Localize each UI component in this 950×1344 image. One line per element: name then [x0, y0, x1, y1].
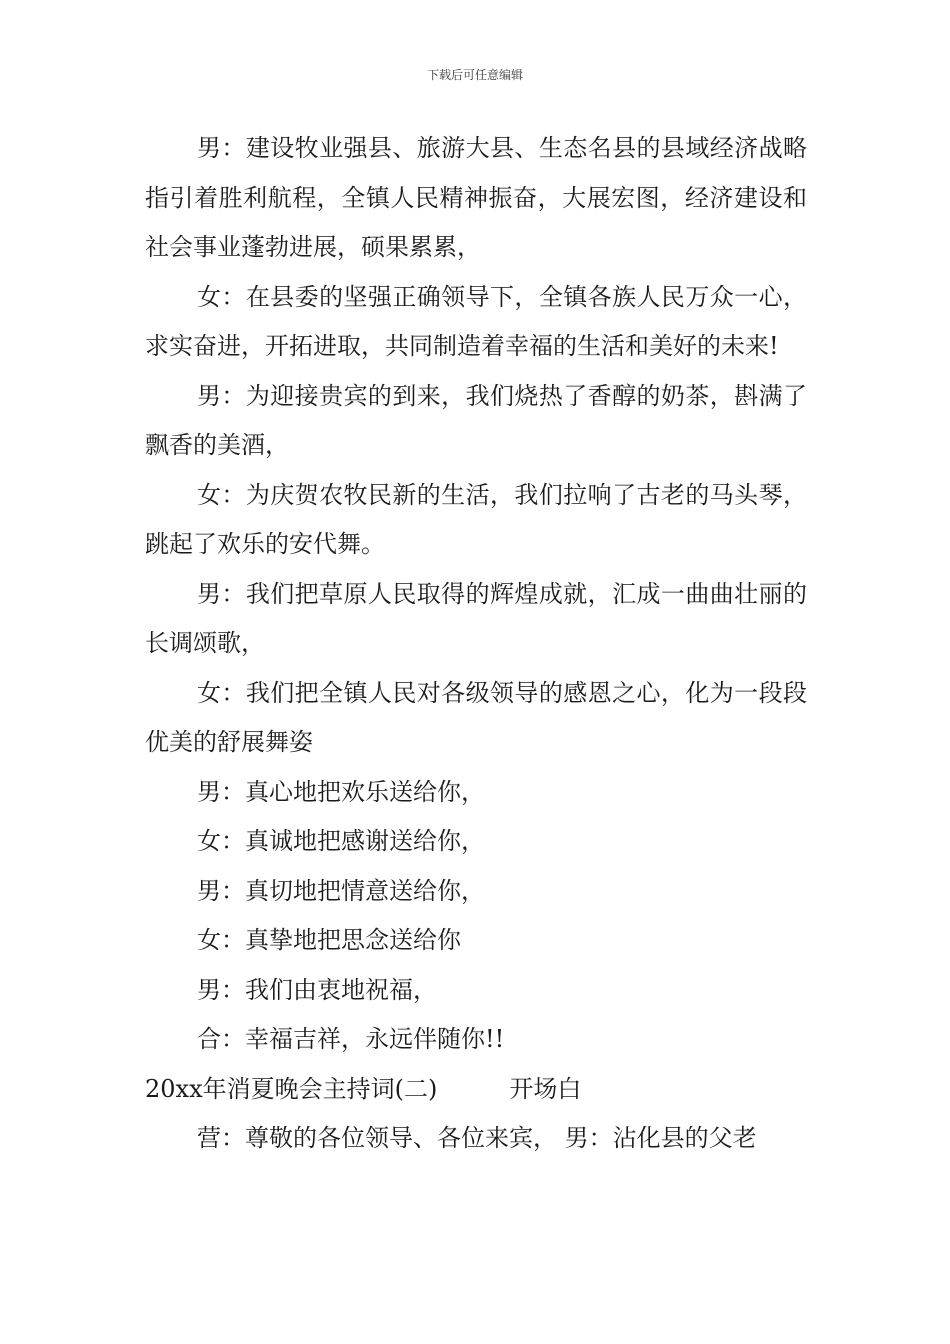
paragraph-7: 男：真心地把欢乐送给你， — [197, 777, 485, 806]
paragraph-6: 女：我们把全镇人民对各级领导的感恩之心，化为一段段优美的舒展舞姿 — [145, 678, 807, 756]
paragraph-13: 营：尊敬的各位领导、各位来宾， 男：沾化县的父老 — [197, 1124, 757, 1152]
paragraph-1: 男：建设牧业强县、旅游大县、生态名县的县域经济战略指引着胜利航程，全镇人民精神振奋，大展宏图，经济建设和社会事业蓬勃进展，硕果累累， — [145, 134, 807, 261]
paragraph-8: 女：真诚地把感谢送给你， — [197, 827, 485, 855]
section-heading — [145, 1065, 807, 1115]
paragraph-4: 女：为庆贺农牧民新的生活，我们拉响了古老的马头琴，跳起了欢乐的安代舞。 — [145, 480, 807, 558]
paragraph-3: 男：为迎接贵宾的到来，我们烧热了香醇的奶茶，斟满了飘香的美酒， — [145, 381, 807, 459]
document-body — [145, 124, 807, 1164]
paragraph-11: 男：我们由衷地祝福， — [197, 975, 437, 1004]
section-title: 20xx年消夏晚会主持词(二) — [145, 1074, 438, 1103]
section-subtitle: 开场白 — [509, 1074, 582, 1103]
paragraph-2: 女：在县委的坚强正确领导下，全镇各族人民万众一心，求实奋进，开拓进取，共同制造着幸福的生活和美好的未来! — [145, 282, 807, 360]
paragraph-9: 男：真切地把情意送给你， — [197, 876, 485, 905]
paragraph-12: 合：幸福吉祥，永远伴随你!! — [197, 1025, 505, 1053]
paragraph-5: 男：我们把草原人民取得的辉煌成就，汇成一曲曲壮丽的长调颂歌， — [145, 579, 807, 657]
page-header: 下载后可任意编辑 — [426, 68, 523, 82]
paragraph-10: 女：真挚地把思念送给你 — [197, 926, 461, 954]
